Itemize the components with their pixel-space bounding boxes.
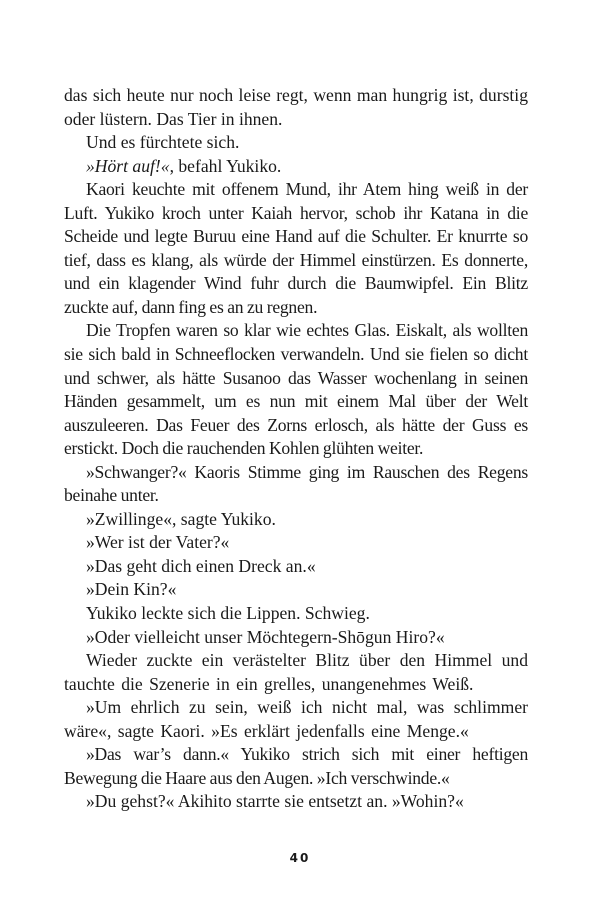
paragraph: »Das geht dich einen Dreck an.« <box>86 555 316 576</box>
paragraph: das sich heute nur noch leise regt, wenn man hungrig ist, durstig oder lüstern. Das Tier in ihnen. <box>64 85 528 129</box>
paragraph: Die Tropfen waren so klar wie echtes Glas. Eiskalt, als wollten sie sich bald in Schneeflocken verwandeln. Und sie fielen so dicht und schwer, als hätte Susanoo das Wasser wochenlang in seinen Händen gesammelt, um es nun mit einem Mal über der Welt auszuleeren. Das Feuer des Zorns erlosch, als hätte der Guss es erstickt. Doch die rauchenden Kohlen glühten weiter. <box>64 320 528 459</box>
paragraph: Kaori keuchte mit offenem Mund, ihr Atem hing weiß in der Luft. Yukiko kroch unter Kaiah hervor, schob ihr Katana in die Scheide und legte Buruu eine Hand auf die Schulter. Er knurrte so tief, dass es klang, als würde der Himmel einstürzen. Es donnerte, und ein klagender Wind fuhr durch die Baumwipfel. Ein Blitz zuckte auf, dann fing es an zu regnen. <box>64 179 528 317</box>
paragraph: »Dein Kin?« <box>86 579 177 600</box>
paragraph: »Oder vielleicht unser Möchtegern-Shōgun Hiro?« <box>86 626 445 647</box>
paragraph-text: , befahl Yukiko. <box>169 155 282 176</box>
page-number: 40 <box>289 851 311 865</box>
book-page-text <box>64 84 528 814</box>
paragraph <box>64 155 528 179</box>
paragraph: Yukiko leckte sich die Lippen. Schwieg. <box>86 603 370 624</box>
paragraph: »Schwanger?« Kaoris Stimme ging im Rauschen des Regens beinahe unter. <box>64 461 528 506</box>
paragraph: Wieder zuckte ein verästelter Blitz über den Himmel und tauchte die Szenerie in ein grelles, unangenehmes Weiß. <box>64 650 528 694</box>
paragraph: »Um ehrlich zu sein, weiß ich nicht mal, was schlimmer wäre«, sagte Kaori. »Es erklärt jedenfalls eine Menge.« <box>64 697 528 741</box>
italic-quote: »Hört auf!« <box>86 155 170 176</box>
paragraph: »Wer ist der Vater?« <box>86 532 230 553</box>
paragraph: Und es fürchtete sich. <box>86 132 240 153</box>
paragraph: »Du gehst?« Akihito starrte sie entsetzt an. »Wohin?« <box>86 791 464 812</box>
paragraph: »Das war’s dann.« Yukiko strich sich mit einer heftigen Bewegung die Haare aus den Augen. »Ich verschwinde.« <box>64 744 528 788</box>
paragraph: »Zwillinge«, sagte Yukiko. <box>86 508 276 529</box>
